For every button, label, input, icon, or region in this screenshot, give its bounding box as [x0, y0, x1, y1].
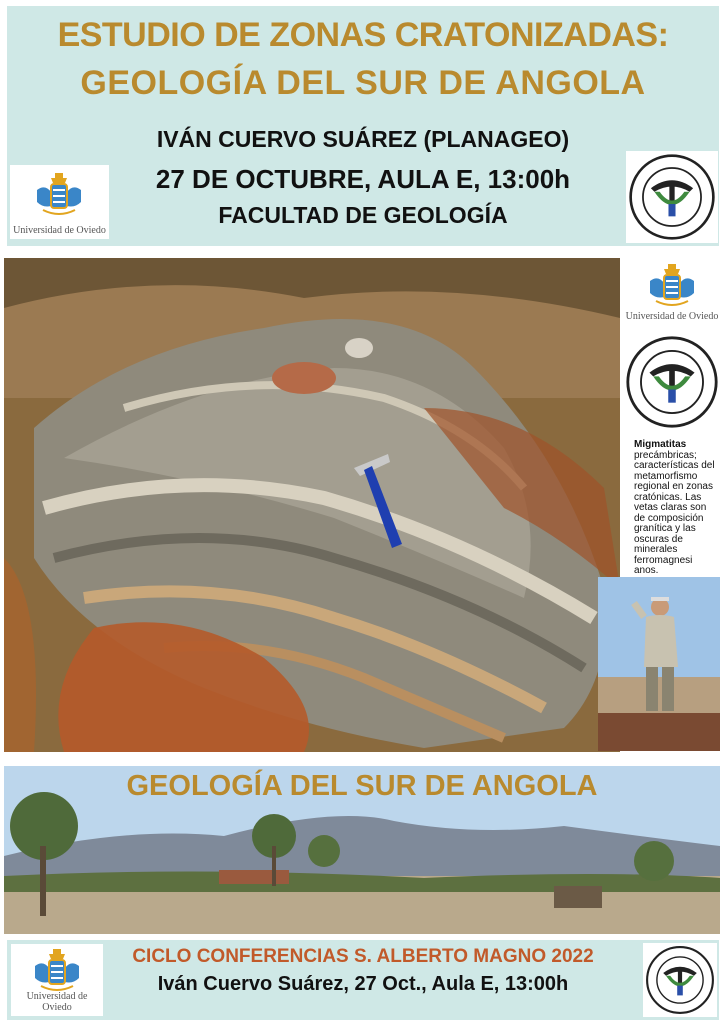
university-crest-icon — [29, 170, 89, 220]
header-panel — [7, 6, 719, 246]
event-faculty: FACULTAD DE GEOLOGÍA — [218, 202, 508, 228]
caption-title: Migmatitas — [634, 439, 687, 450]
photo-caption — [634, 440, 718, 577]
landscape-photo — [4, 766, 720, 934]
faculty-seal — [626, 151, 718, 243]
speaker-portrait — [598, 577, 720, 751]
title-line-2: GEOLOGÍA DEL SUR DE ANGOLA — [80, 64, 646, 102]
faculty-seal-icon — [628, 153, 716, 241]
university-crest-icon — [642, 261, 702, 311]
faculty-seal-icon — [625, 335, 719, 429]
university-name: Universidad de Oviedo — [26, 991, 88, 1013]
footer-event-line: Iván Cuervo Suárez, 27 Oct., Aula E, 13:00h — [157, 973, 569, 995]
title-line-1: ESTUDIO DE ZONAS CRATONIZADAS: — [57, 16, 669, 54]
caption-text: precámbricas; características del metamorfismo regional en zonas cratónicas. Las vetas claras son de composición granítica y las oscuras de minerales ferromagnesi anos. — [634, 449, 715, 576]
university-name: Universidad de Oviedo — [625, 311, 719, 322]
university-name: Universidad de Oviedo — [13, 225, 106, 236]
footer-panel — [7, 940, 719, 1020]
faculty-seal-icon — [645, 945, 715, 1015]
university-logo-right — [624, 259, 720, 325]
migmatite-photo — [4, 258, 620, 752]
event-datetime: 27 DE OCTUBRE, AULA E, 13:00h — [155, 164, 571, 194]
university-logo — [10, 165, 109, 239]
faculty-seal-right — [623, 333, 721, 431]
landscape-title: GEOLOGÍA DEL SUR DE ANGOLA — [126, 770, 598, 802]
conference-cycle: CICLO CONFERENCIAS S. ALBERTO MAGNO 2022 — [132, 946, 594, 967]
speaker-name: IVÁN CUERVO SUÁREZ (PLANAGEO) — [156, 126, 570, 152]
faculty-seal-footer — [643, 943, 717, 1017]
